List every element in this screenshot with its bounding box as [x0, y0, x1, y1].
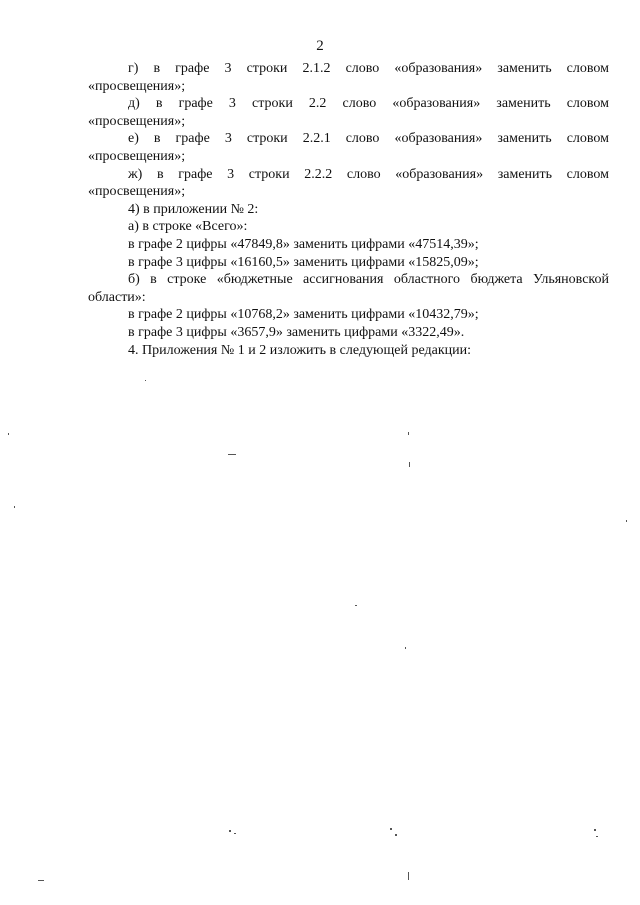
- paragraph-row-budget-column-2: в графе 2 цифры «10768,2» заменить цифрами «10432,79»;: [128, 307, 479, 323]
- scan-speck: [626, 520, 627, 522]
- scan-speck: [408, 432, 409, 435]
- paragraph-item-e: е) в графе 3 строки 2.2.1 слово «образования» заменить словом: [128, 131, 609, 147]
- paragraph-appendix-2-heading: 4) в приложении № 2:: [128, 201, 259, 217]
- paragraph-item-e-continuation: «просвещения»;: [88, 148, 186, 164]
- paragraph-row-total-column-3: в графе 3 цифры «16160,5» заменить цифрами «15825,09»;: [128, 254, 479, 270]
- scan-speck: [395, 834, 397, 836]
- scan-speck: [38, 880, 44, 881]
- scan-speck: [355, 605, 357, 606]
- paragraph-item-zh: ж) в графе 3 строки 2.2.2 слово «образования» заменить словом: [128, 166, 609, 182]
- scan-speck: [390, 828, 392, 830]
- scan-speck: [8, 433, 9, 435]
- paragraph-item-4-appendices: 4. Приложения № 1 и 2 изложить в следующей редакции:: [128, 342, 471, 358]
- paragraph-item-d-continuation: «просвещения»;: [88, 113, 186, 129]
- scan-speck: [594, 829, 596, 831]
- scan-speck: [409, 462, 410, 467]
- paragraph-row-total-heading: а) в строке «Всего»:: [128, 219, 248, 235]
- scan-speck: [229, 830, 231, 832]
- paragraph-row-budget-heading-continuation: области»:: [88, 289, 146, 305]
- scan-speck: [596, 836, 598, 837]
- paragraph-item-g: г) в графе 3 строки 2.1.2 слово «образования» заменить словом: [128, 61, 609, 76]
- paragraph-item-g-continuation: «просвещения»;: [88, 78, 186, 94]
- page-number: 2: [316, 38, 324, 54]
- paragraph-item-zh-continuation: «просвещения»;: [88, 184, 186, 200]
- scan-speck: [228, 454, 236, 455]
- scan-speck: [145, 380, 146, 381]
- scan-speck: [14, 506, 15, 508]
- scan-speck: [234, 833, 236, 834]
- paragraph-item-d: д) в графе 3 строки 2.2 слово «образования» заменить словом: [128, 96, 609, 112]
- paragraph-row-budget-column-3: в графе 3 цифры «3657,9» заменить цифрами «3322,49».: [128, 324, 465, 340]
- paragraph-row-budget-heading: б) в строке «бюджетные ассигнования областного бюджета Ульяновской: [128, 272, 609, 288]
- paragraph-row-total-column-2: в графе 2 цифры «47849,8» заменить цифрами «47514,39»;: [128, 236, 479, 252]
- scan-speck: [405, 647, 406, 649]
- document-body: [88, 60, 609, 359]
- scan-speck: [408, 872, 409, 880]
